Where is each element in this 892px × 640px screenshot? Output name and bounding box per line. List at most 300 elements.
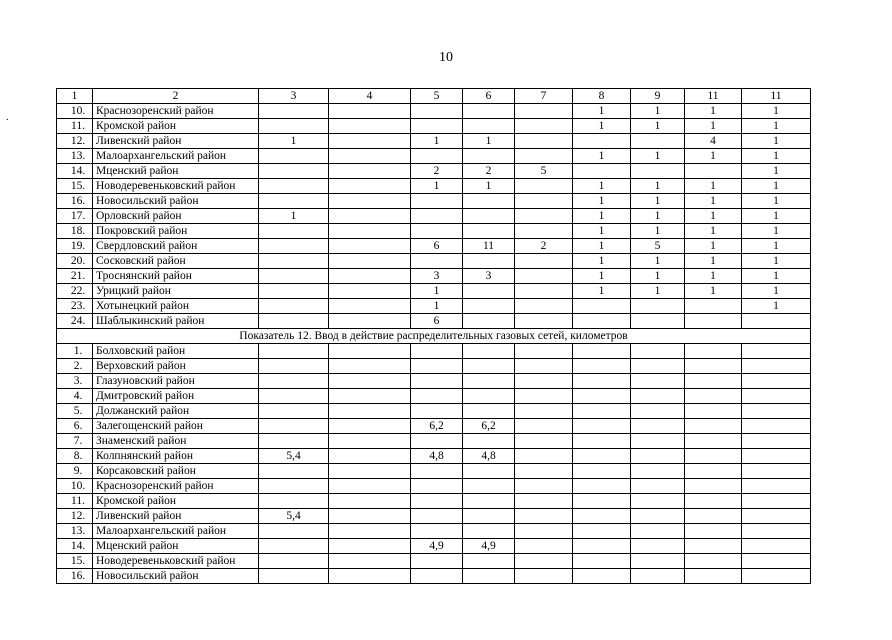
- value-cell: 3: [463, 269, 515, 284]
- value-cell: 5,4: [259, 449, 329, 464]
- value-cell: 1: [411, 284, 463, 299]
- value-cell: 1: [742, 284, 811, 299]
- value-cell: 1: [411, 299, 463, 314]
- value-cell: [463, 209, 515, 224]
- value-cell: [685, 509, 742, 524]
- district-name: Залегощенский район: [93, 419, 259, 434]
- table-row: [57, 509, 811, 524]
- value-cell: 1: [742, 179, 811, 194]
- value-cell: [259, 404, 329, 419]
- value-cell: [411, 209, 463, 224]
- district-name: Должанский район: [93, 404, 259, 419]
- value-cell: [573, 404, 631, 419]
- value-cell: [515, 404, 573, 419]
- value-cell: 2: [463, 164, 515, 179]
- value-cell: 1: [685, 149, 742, 164]
- value-cell: [329, 524, 411, 539]
- value-cell: [573, 524, 631, 539]
- row-number: 9.: [57, 464, 93, 479]
- value-cell: 11: [463, 239, 515, 254]
- value-cell: [411, 104, 463, 119]
- value-cell: [631, 314, 685, 329]
- value-cell: 1: [259, 134, 329, 149]
- table-row: [57, 194, 811, 209]
- value-cell: [573, 299, 631, 314]
- value-cell: [259, 299, 329, 314]
- value-cell: [631, 344, 685, 359]
- column-header: 8: [573, 89, 631, 104]
- value-cell: [685, 359, 742, 374]
- value-cell: [742, 464, 811, 479]
- row-number: 14.: [57, 164, 93, 179]
- value-cell: [411, 149, 463, 164]
- value-cell: 1: [631, 284, 685, 299]
- value-cell: [259, 254, 329, 269]
- value-cell: [329, 119, 411, 134]
- value-cell: [329, 284, 411, 299]
- table-row: [57, 359, 811, 374]
- table-row: [57, 524, 811, 539]
- value-cell: 1: [573, 269, 631, 284]
- value-cell: [685, 374, 742, 389]
- row-number: 13.: [57, 149, 93, 164]
- value-cell: [329, 314, 411, 329]
- district-name: Новодеревеньковский район: [93, 554, 259, 569]
- value-cell: 1: [573, 179, 631, 194]
- value-cell: 1: [742, 134, 811, 149]
- table-row: [57, 314, 811, 329]
- value-cell: [631, 134, 685, 149]
- value-cell: [329, 464, 411, 479]
- row-number: 12.: [57, 134, 93, 149]
- value-cell: [685, 314, 742, 329]
- value-cell: [742, 554, 811, 569]
- value-cell: 1: [573, 119, 631, 134]
- row-number: 11.: [57, 494, 93, 509]
- value-cell: [515, 539, 573, 554]
- table-row: [57, 419, 811, 434]
- value-cell: 1: [685, 239, 742, 254]
- table-row: [57, 464, 811, 479]
- column-header: 5: [411, 89, 463, 104]
- value-cell: [259, 569, 329, 584]
- value-cell: 1: [631, 194, 685, 209]
- value-cell: 1: [685, 269, 742, 284]
- district-name: Покровский район: [93, 224, 259, 239]
- value-cell: [463, 119, 515, 134]
- value-cell: [329, 134, 411, 149]
- value-cell: [573, 539, 631, 554]
- value-cell: [515, 104, 573, 119]
- value-cell: [515, 479, 573, 494]
- value-cell: [573, 464, 631, 479]
- table-row: [57, 239, 811, 254]
- table-row: [57, 164, 811, 179]
- value-cell: [463, 344, 515, 359]
- value-cell: 1: [573, 254, 631, 269]
- value-cell: [742, 344, 811, 359]
- value-cell: [515, 179, 573, 194]
- value-cell: [515, 389, 573, 404]
- row-number: 1.: [57, 344, 93, 359]
- value-cell: [515, 554, 573, 569]
- report-table: [56, 88, 811, 584]
- row-number: 17.: [57, 209, 93, 224]
- value-cell: [259, 194, 329, 209]
- value-cell: [329, 389, 411, 404]
- row-number: 13.: [57, 524, 93, 539]
- page-number: 10: [439, 50, 453, 65]
- column-header: 3: [259, 89, 329, 104]
- value-cell: [259, 119, 329, 134]
- value-cell: 1: [742, 194, 811, 209]
- district-name: Свердловский район: [93, 239, 259, 254]
- value-cell: [329, 194, 411, 209]
- value-cell: [463, 314, 515, 329]
- value-cell: [329, 449, 411, 464]
- value-cell: 1: [685, 179, 742, 194]
- value-cell: [742, 539, 811, 554]
- value-cell: 1: [742, 149, 811, 164]
- district-name: Верховский район: [93, 359, 259, 374]
- value-cell: [631, 494, 685, 509]
- value-cell: 6,2: [463, 419, 515, 434]
- table-row: [57, 434, 811, 449]
- column-header: 2: [93, 89, 259, 104]
- value-cell: 4,8: [463, 449, 515, 464]
- value-cell: [573, 164, 631, 179]
- value-cell: [329, 254, 411, 269]
- value-cell: [573, 569, 631, 584]
- district-name: Новосильский район: [93, 194, 259, 209]
- value-cell: [742, 374, 811, 389]
- district-name: Хотынецкий район: [93, 299, 259, 314]
- value-cell: 1: [463, 179, 515, 194]
- value-cell: [515, 524, 573, 539]
- value-cell: 1: [573, 239, 631, 254]
- value-cell: [463, 494, 515, 509]
- value-cell: [573, 509, 631, 524]
- value-cell: [463, 554, 515, 569]
- value-cell: [631, 389, 685, 404]
- value-cell: 6: [411, 239, 463, 254]
- value-cell: [631, 449, 685, 464]
- value-cell: [631, 434, 685, 449]
- value-cell: [329, 539, 411, 554]
- column-header: 6: [463, 89, 515, 104]
- district-name: Малоархангельский район: [93, 149, 259, 164]
- value-cell: [411, 389, 463, 404]
- value-cell: 1: [631, 269, 685, 284]
- value-cell: 1: [685, 119, 742, 134]
- district-name: Троснянский район: [93, 269, 259, 284]
- value-cell: [515, 359, 573, 374]
- row-number: 20.: [57, 254, 93, 269]
- value-cell: [259, 479, 329, 494]
- value-cell: [329, 374, 411, 389]
- value-cell: [685, 164, 742, 179]
- value-cell: [411, 479, 463, 494]
- value-cell: [685, 389, 742, 404]
- value-cell: [411, 359, 463, 374]
- value-cell: [463, 389, 515, 404]
- section-row: [57, 329, 811, 344]
- value-cell: 1: [631, 254, 685, 269]
- value-cell: [515, 194, 573, 209]
- value-cell: 4,9: [463, 539, 515, 554]
- value-cell: [631, 539, 685, 554]
- value-cell: [685, 539, 742, 554]
- value-cell: 1: [685, 224, 742, 239]
- value-cell: [515, 299, 573, 314]
- value-cell: 1: [631, 224, 685, 239]
- value-cell: [742, 479, 811, 494]
- row-number: 10.: [57, 104, 93, 119]
- value-cell: [685, 449, 742, 464]
- value-cell: [685, 464, 742, 479]
- value-cell: [259, 464, 329, 479]
- district-name: Краснозоренский район: [93, 104, 259, 119]
- value-cell: [685, 569, 742, 584]
- value-cell: [463, 524, 515, 539]
- value-cell: [463, 104, 515, 119]
- value-cell: [463, 374, 515, 389]
- value-cell: [411, 374, 463, 389]
- column-header: 4: [329, 89, 411, 104]
- value-cell: [515, 509, 573, 524]
- row-number: 15.: [57, 554, 93, 569]
- district-name: Кромской район: [93, 494, 259, 509]
- value-cell: [463, 284, 515, 299]
- value-cell: [631, 569, 685, 584]
- value-cell: [515, 149, 573, 164]
- value-cell: [259, 239, 329, 254]
- value-cell: [411, 224, 463, 239]
- value-cell: 1: [685, 104, 742, 119]
- row-number: 16.: [57, 569, 93, 584]
- value-cell: [515, 494, 573, 509]
- value-cell: [742, 389, 811, 404]
- value-cell: [515, 464, 573, 479]
- district-name: Сосковский район: [93, 254, 259, 269]
- value-cell: [573, 344, 631, 359]
- value-cell: [573, 359, 631, 374]
- row-number: 22.: [57, 284, 93, 299]
- value-cell: 1: [742, 269, 811, 284]
- table-row: [57, 119, 811, 134]
- value-cell: [515, 284, 573, 299]
- value-cell: [685, 299, 742, 314]
- value-cell: [742, 449, 811, 464]
- value-cell: [742, 494, 811, 509]
- value-cell: [411, 119, 463, 134]
- value-cell: [259, 104, 329, 119]
- table-row: [57, 134, 811, 149]
- table-row: [57, 224, 811, 239]
- table-row: [57, 284, 811, 299]
- row-number: 12.: [57, 509, 93, 524]
- value-cell: [259, 554, 329, 569]
- value-cell: [631, 374, 685, 389]
- value-cell: [329, 164, 411, 179]
- value-cell: [463, 254, 515, 269]
- district-name: Дмитровский район: [93, 389, 259, 404]
- value-cell: [259, 314, 329, 329]
- value-cell: 5: [631, 239, 685, 254]
- value-cell: [463, 194, 515, 209]
- district-name: Новодеревеньковский район: [93, 179, 259, 194]
- value-cell: [631, 509, 685, 524]
- value-cell: 1: [742, 239, 811, 254]
- table-row: [57, 269, 811, 284]
- value-cell: [685, 479, 742, 494]
- district-name: Ливенский район: [93, 509, 259, 524]
- value-cell: [259, 344, 329, 359]
- table-row: [57, 344, 811, 359]
- value-cell: 6: [411, 314, 463, 329]
- value-cell: [329, 179, 411, 194]
- district-name: Глазуновский район: [93, 374, 259, 389]
- value-cell: [329, 509, 411, 524]
- value-cell: 2: [515, 239, 573, 254]
- district-name: Шаблыкинский район: [93, 314, 259, 329]
- value-cell: 1: [573, 194, 631, 209]
- district-name: Урицкий район: [93, 284, 259, 299]
- value-cell: [515, 224, 573, 239]
- value-cell: [631, 524, 685, 539]
- value-cell: [573, 554, 631, 569]
- table-row: [57, 389, 811, 404]
- value-cell: 1: [742, 299, 811, 314]
- value-cell: [515, 419, 573, 434]
- table-row: [57, 374, 811, 389]
- header-row: [57, 89, 811, 104]
- value-cell: 1: [411, 179, 463, 194]
- value-cell: [631, 419, 685, 434]
- row-number: 3.: [57, 374, 93, 389]
- value-cell: [259, 374, 329, 389]
- district-name: Знаменский район: [93, 434, 259, 449]
- table-row: [57, 449, 811, 464]
- table-row: [57, 494, 811, 509]
- value-cell: [329, 224, 411, 239]
- value-cell: 1: [685, 284, 742, 299]
- table-row: [57, 254, 811, 269]
- value-cell: [411, 509, 463, 524]
- row-number: 24.: [57, 314, 93, 329]
- value-cell: [411, 554, 463, 569]
- value-cell: 1: [573, 284, 631, 299]
- district-name: Болховский район: [93, 344, 259, 359]
- value-cell: [515, 449, 573, 464]
- district-name: Малоархангельский район: [93, 524, 259, 539]
- value-cell: [742, 419, 811, 434]
- value-cell: [411, 524, 463, 539]
- row-number: 19.: [57, 239, 93, 254]
- value-cell: 1: [685, 194, 742, 209]
- value-cell: [685, 524, 742, 539]
- column-header: 11: [685, 89, 742, 104]
- value-cell: [631, 479, 685, 494]
- value-cell: [463, 149, 515, 164]
- value-cell: 1: [631, 104, 685, 119]
- district-name: Новосильский район: [93, 569, 259, 584]
- value-cell: [573, 134, 631, 149]
- table-row: [57, 179, 811, 194]
- value-cell: 1: [742, 104, 811, 119]
- value-cell: [515, 344, 573, 359]
- value-cell: [742, 509, 811, 524]
- row-number: 15.: [57, 179, 93, 194]
- value-cell: 3: [411, 269, 463, 284]
- value-cell: 4,8: [411, 449, 463, 464]
- value-cell: 1: [631, 149, 685, 164]
- value-cell: [329, 209, 411, 224]
- row-number: 2.: [57, 359, 93, 374]
- row-number: 14.: [57, 539, 93, 554]
- value-cell: [411, 254, 463, 269]
- value-cell: [329, 104, 411, 119]
- value-cell: [329, 269, 411, 284]
- value-cell: 1: [631, 119, 685, 134]
- table-row: [57, 104, 811, 119]
- value-cell: [259, 524, 329, 539]
- value-cell: [329, 434, 411, 449]
- value-cell: [463, 569, 515, 584]
- value-cell: 1: [742, 224, 811, 239]
- value-cell: [329, 494, 411, 509]
- value-cell: [573, 449, 631, 464]
- value-cell: [329, 569, 411, 584]
- value-cell: [329, 359, 411, 374]
- value-cell: [515, 209, 573, 224]
- table-row: [57, 149, 811, 164]
- value-cell: [631, 464, 685, 479]
- value-cell: [329, 404, 411, 419]
- value-cell: [631, 404, 685, 419]
- row-number: 4.: [57, 389, 93, 404]
- value-cell: 1: [742, 254, 811, 269]
- table-row: [57, 404, 811, 419]
- value-cell: [573, 419, 631, 434]
- report-table-body: [57, 89, 811, 584]
- value-cell: [631, 554, 685, 569]
- value-cell: [411, 494, 463, 509]
- column-header: 9: [631, 89, 685, 104]
- table-row: [57, 479, 811, 494]
- value-cell: 1: [631, 179, 685, 194]
- value-cell: [259, 434, 329, 449]
- value-cell: [259, 284, 329, 299]
- value-cell: [515, 314, 573, 329]
- value-cell: [259, 539, 329, 554]
- value-cell: 1: [573, 224, 631, 239]
- value-cell: 1: [742, 209, 811, 224]
- value-cell: [515, 134, 573, 149]
- value-cell: [259, 494, 329, 509]
- value-cell: 1: [742, 164, 811, 179]
- value-cell: [685, 404, 742, 419]
- table-row: [57, 539, 811, 554]
- row-number: 10.: [57, 479, 93, 494]
- value-cell: [463, 224, 515, 239]
- value-cell: [259, 149, 329, 164]
- value-cell: [411, 464, 463, 479]
- row-number: 5.: [57, 404, 93, 419]
- value-cell: [631, 299, 685, 314]
- value-cell: [573, 374, 631, 389]
- value-cell: [742, 524, 811, 539]
